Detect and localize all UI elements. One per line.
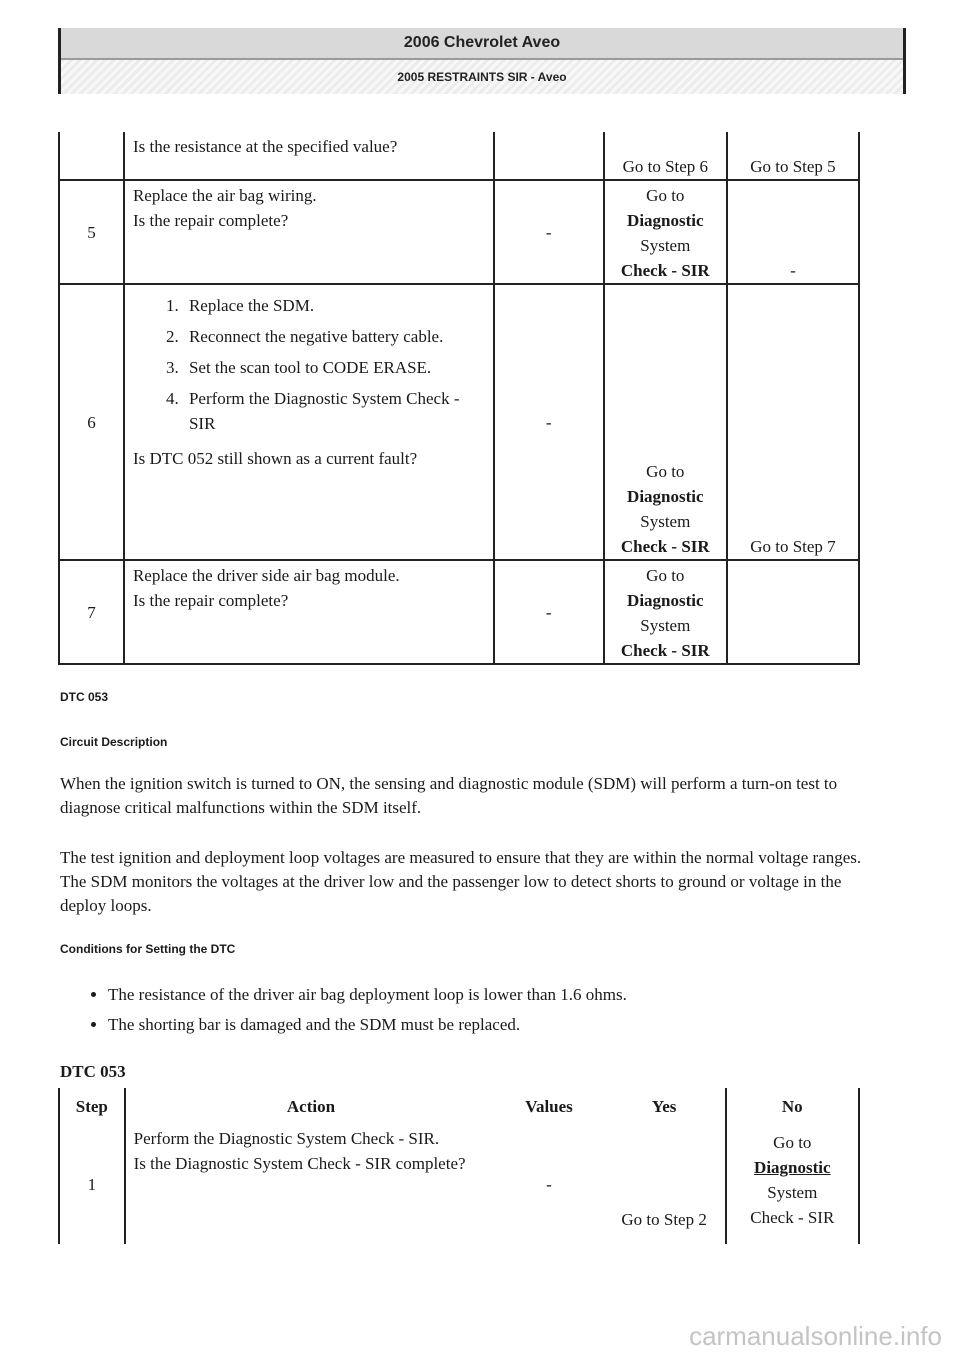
procedure-list [133,293,487,436]
list-item: 4. Perform the Diagnostic System Check - SIR [183,386,487,436]
table-header-row [59,1088,859,1124]
list-item: • The resistance of the driver air bag deployment loop is lower than 1.6 ohms. [108,980,908,1010]
yes-cell: Go to Diagnostic System Check - SIR [604,560,727,664]
question-text: Is DTC 052 still shown as a current fault? [132,449,418,468]
diagnostic-table-dtc-053 [58,1088,860,1244]
diagnostic-table-continued [58,132,860,665]
values-cell: - [494,180,604,284]
watermark: carmanualsonline.info [689,1321,942,1351]
no-cell: Go to Step 5 [727,132,859,180]
table-row [59,284,859,560]
page-header [58,28,906,94]
circuit-description-heading: Circuit Description [60,735,168,749]
column-header-yes: Yes [651,1096,677,1116]
table-title: DTC 053 [60,1062,126,1081]
table-row [59,132,859,180]
no-cell: - [727,180,859,284]
step-cell [59,132,124,180]
list-item: 2. Reconnect the negative battery cable. [183,324,487,349]
circuit-description-paragraph-1: When the ignition switch is turned to ON, the sensing and diagnostic module (SDM) will perform a turn-on test to diagnose critical malfunctions within the SDM itself. [60,774,838,817]
step-cell: 7 [59,560,124,664]
yes-cell: Go to Diagnostic System Check - SIR [604,180,727,284]
list-item: • The shorting bar is damaged and the SDM must be replaced. [108,1010,908,1040]
circuit-description-paragraph-2: The test ignition and deployment loop voltages are measured to ensure that they are within the normal voltage ranges. The SDM monitors the voltages at the driver low and the passenger low to detect shorts to ground or voltage in the deploy loops. [60,848,862,915]
step-cell: 5 [59,180,124,284]
no-cell [727,560,859,664]
conditions-list [80,980,908,1040]
yes-cell: Go to Step 2 [621,1209,707,1229]
step-cell: 6 [59,284,124,560]
table-row [59,560,859,664]
document-title: 2006 Chevrolet Aveo [61,28,903,60]
list-item: 1. Replace the SDM. [183,293,487,318]
conditions-heading: Conditions for Setting the DTC [60,942,236,956]
diagnostic-link[interactable]: Diagnostic [754,1158,831,1177]
values-cell: - [546,1174,552,1194]
values-cell: - [494,560,604,664]
action-cell: Perform the Diagnostic System Check - SIR. Is the Diagnostic System Check - SIR complete? [133,1129,466,1173]
dtc-heading: DTC 053 [60,690,109,704]
step-cell: 1 [59,1124,125,1244]
column-header-values: Values [525,1096,573,1116]
document-subtitle: 2005 RESTRAINTS SIR - Aveo [61,60,903,94]
yes-cell: Go to Step 6 [604,132,727,180]
column-header-no: No [726,1088,859,1124]
action-cell [124,284,494,560]
action-cell: Is the resistance at the specified value? [124,132,494,180]
values-cell [494,132,604,180]
no-cell: Go to Step 7 [727,284,859,560]
action-cell: Replace the air bag wiring. Is the repair complete? [124,180,494,284]
table-row [59,1124,859,1244]
yes-cell: Go to Diagnostic System Check - SIR [604,284,727,560]
list-item: 3. Set the scan tool to CODE ERASE. [183,355,487,380]
column-header-action: Action [286,1096,336,1116]
action-cell: Replace the driver side air bag module. Is the repair complete? [124,560,494,664]
no-cell: Go to Diagnostic System Check - SIR [726,1124,859,1244]
column-header-step: Step [59,1088,125,1124]
values-cell: - [494,284,604,560]
table-row [59,180,859,284]
